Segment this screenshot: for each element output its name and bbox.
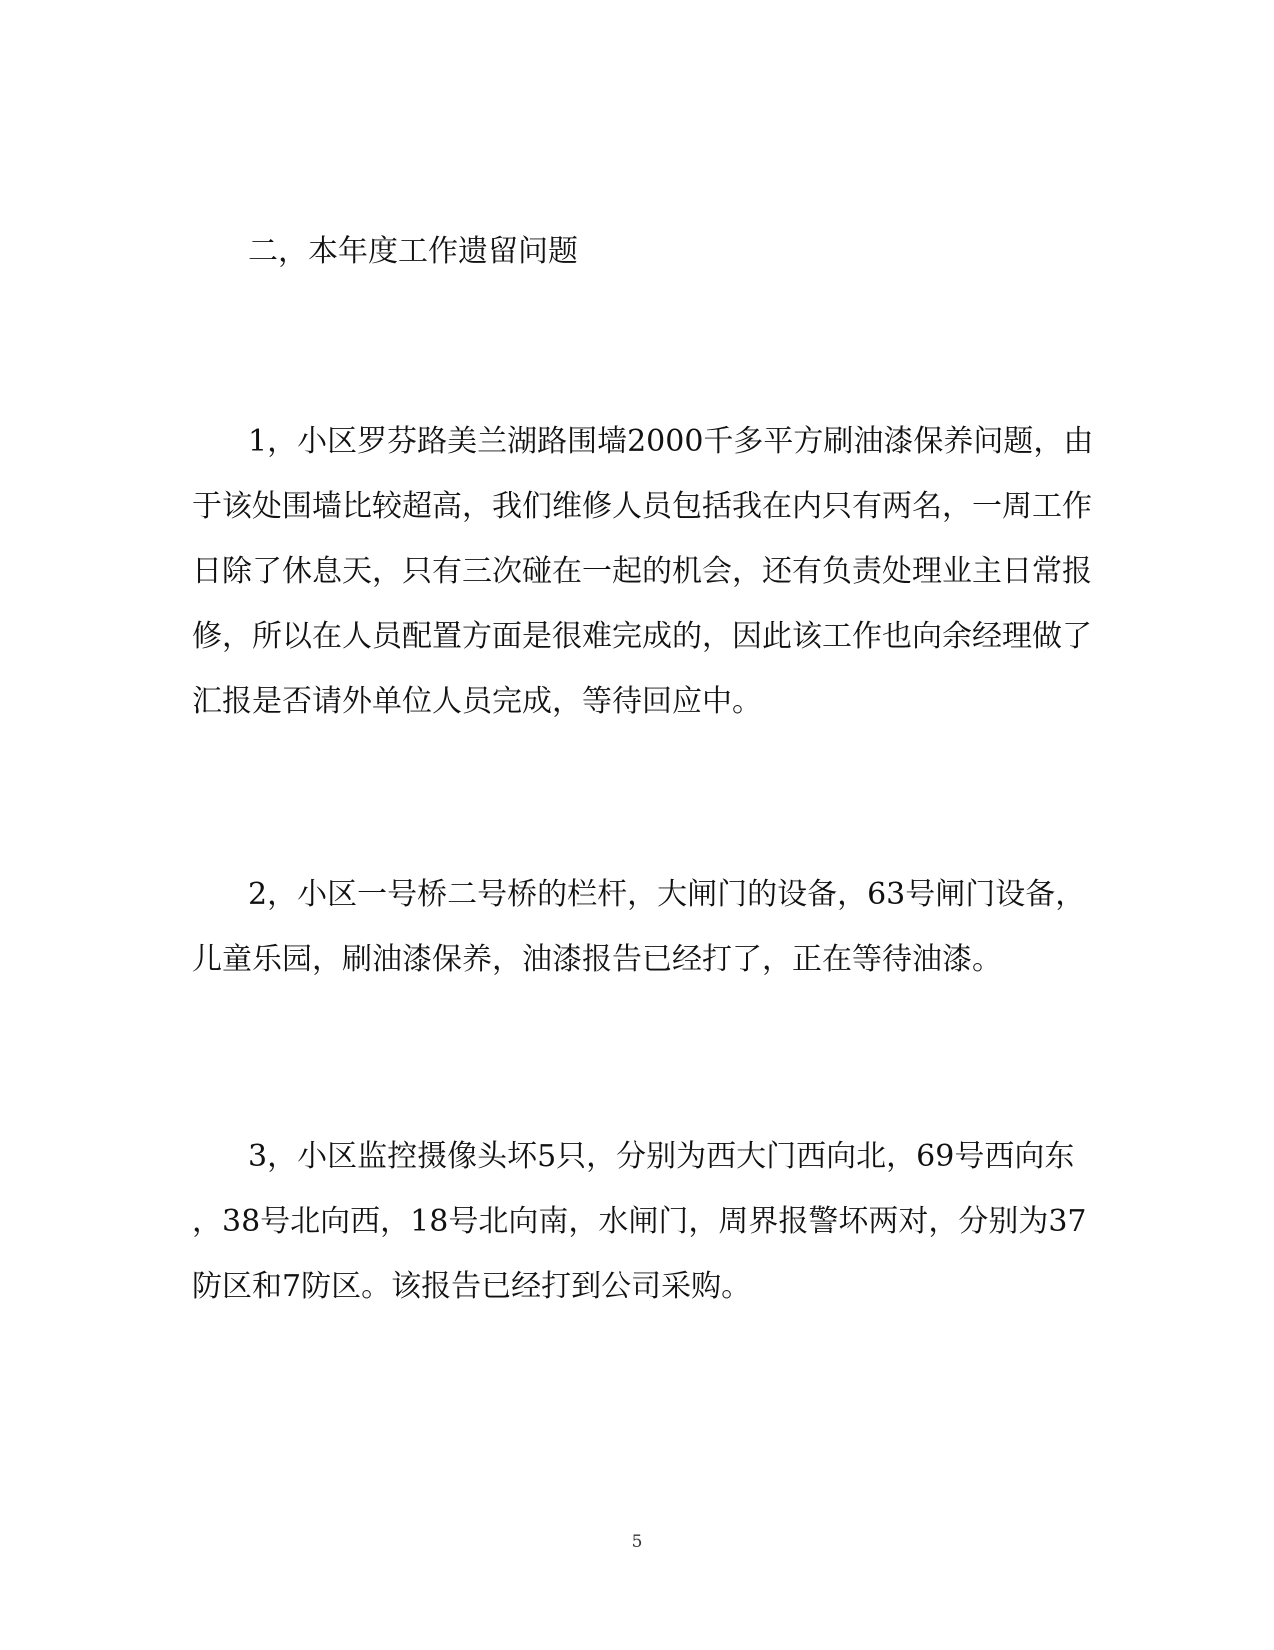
paragraph-line: 防区和7防区。该报告已经打到公司采购。 — [192, 1269, 752, 1304]
paragraph-2 — [192, 877, 1086, 1007]
paragraph-1 — [192, 424, 1094, 749]
paragraph-line: 儿童乐园，刷油漆保养，油漆报告已经打了，正在等待油漆。 — [192, 942, 1002, 977]
page-number: 5 — [631, 1532, 643, 1552]
paragraph-line: 1，小区罗芬路美兰湖路围墙2000千多平方刷油漆保养问题，由 — [248, 424, 1094, 459]
paragraph-line: 修，所以在人员配置方面是很难完成的，因此该工作也向余经理做了 — [192, 619, 1092, 654]
paragraph-line: 汇报是否请外单位人员完成，等待回应中。 — [192, 684, 762, 719]
paragraph-line: 于该处围墙比较超高，我们维修人员包括我在内只有两名，一周工作 — [192, 489, 1092, 524]
paragraph-3 — [192, 1139, 1087, 1334]
paragraph-line: ，38号北向西，18号北向南，水闸门，周界报警坏两对，分别为37 — [192, 1204, 1087, 1239]
section-heading: 二，本年度工作遗留问题 — [248, 234, 578, 269]
paragraph-line: 3，小区监控摄像头坏5只，分别为西大门西向北，69号西向东 — [248, 1139, 1075, 1174]
paragraph-line: 2，小区一号桥二号桥的栏杆，大闸门的设备，63号闸门设备， — [248, 877, 1086, 912]
paragraph-line: 日除了休息天，只有三次碰在一起的机会，还有负责处理业主日常报 — [192, 554, 1092, 589]
